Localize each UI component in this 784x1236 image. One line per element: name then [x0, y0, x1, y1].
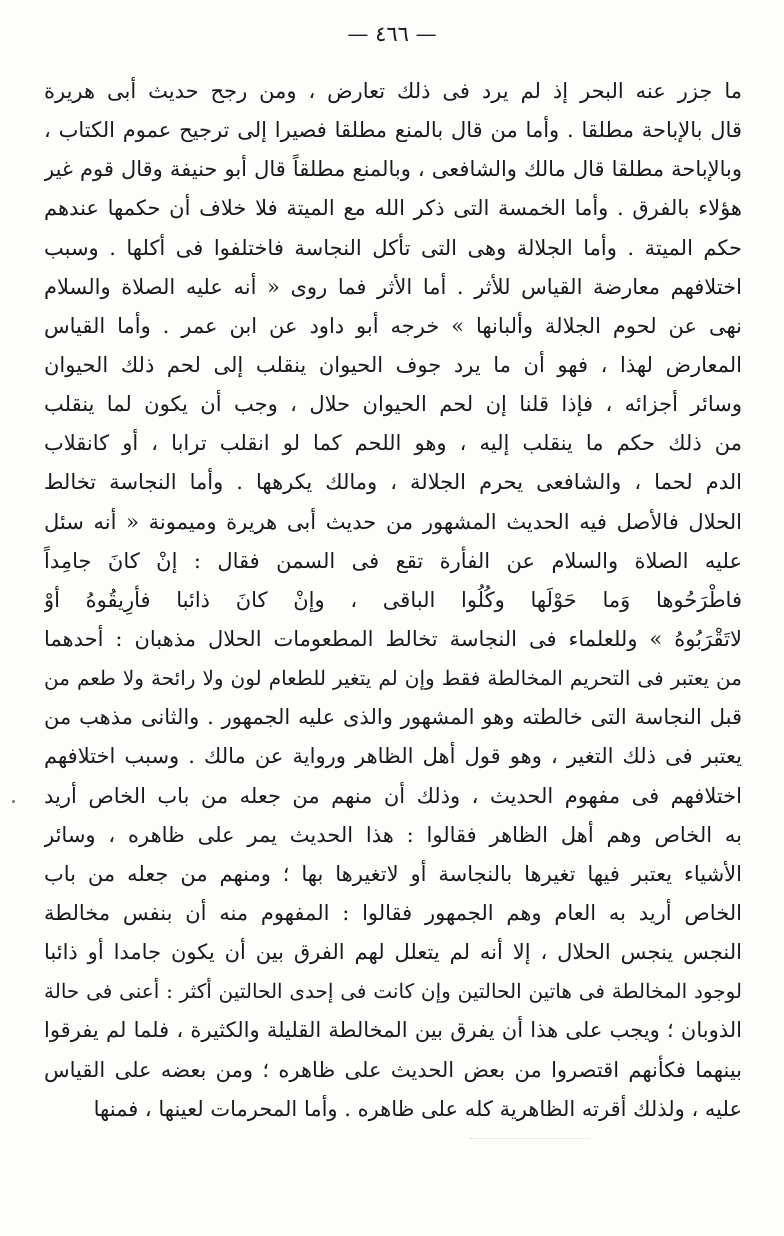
- text-line: النجس ينجس الحلال ، إلا أنه لم يتعلل لهم الفرق بين أن يكون جامدا أو ذائبا: [44, 940, 742, 965]
- body-text: [44, 72, 742, 1129]
- text-line: عليه الصلاة والسلام عن الفأرة تقع فى السمن فقال : إنْ كانَ جامِداً: [44, 548, 742, 573]
- text-line: من يعتبر فى التحريم المخالطة فقط وإن لم يتغير للطعام لون ولا رائحة ولا طعم من: [44, 666, 742, 691]
- text-line: قبل النجاسة التى خالطته وهو المشهور والذى عليه الجمهور . والثانى مذهب من: [44, 705, 742, 730]
- text-line: الدم لحما ، والشافعى يحرم الجلالة ، ومالك يكرهها . وأما النجاسة تخالط: [44, 470, 742, 495]
- text-line: الأشياء يعتبر فيها تغيرها بالنجاسة أو لاتغيرها بها ؛ ومنهم من جعله من باب: [44, 861, 742, 886]
- text-line: وبالإباحة مطلقا قال مالك والشافعى ، وبالمنع مطلقاً قال أبو حنيفة وقال قوم غير: [44, 157, 742, 182]
- text-line: الذوبان ؛ ويجب على هذا أن يفرق بين المخالطة القليلة والكثيرة ، فلما لم يفرقوا: [44, 1018, 742, 1043]
- text-line: يعتبر فى ذلك التغير ، وهو قول أهل الظاهر ورواية عن مالك . وسبب اختلافهم: [44, 744, 742, 769]
- text-line: هؤلاء بالفرق . وأما الخمسة التى ذكر الله مع الميتة فلا خلاف أن حكمها عندهم: [44, 196, 742, 221]
- text-line: الحلال فالأصل فيه الحديث المشهور من حديث أبى هريرة وميمونة « أنه سئل: [44, 509, 742, 534]
- text-line: بينهما فكأنهم اقتصروا من بعض الحديث على ظاهره ؛ ومن بعضه على القياس: [44, 1057, 742, 1082]
- text-line: وسائر أجزائه ، فإذا قلنا إن لحم الحيوان حلال ، وجب أن يكون لما ينقلب: [44, 392, 742, 417]
- faint-footer-mark: [470, 1138, 590, 1153]
- text-line: لاتَقْرَبُوهُ » وللعلماء فى النجاسة تخالط المطعومات الحلال مذهبان : أحدهما: [44, 626, 742, 651]
- text-line: ما جزر عنه البحر إذ لم يرد فى ذلك تعارض ، ومن رجح حديث أبى هريرة: [44, 79, 742, 103]
- text-line: من ذلك حكم ما ينقلب إليه ، وهو اللحم كما لو انقلب ترابا ، أو كانقلاب: [44, 431, 742, 456]
- text-line: قال بالإباحة مطلقا . وأما من قال بالمنع مطلقا فصيرا إلى ترجيح عموم الكتاب ،: [44, 118, 742, 143]
- text-line: لوجود المخالطة فى هاتين الحالتين وإن كانت فى إحدى الحالتين أكثر : أعنى فى حالة: [44, 979, 742, 1004]
- text-line: اختلافهم فى مفهوم الحديث ، وذلك أن منهم من جعله من باب الخاص أريد: [44, 783, 742, 808]
- page-number: — ٤٦٦ —: [347, 22, 437, 46]
- text-line: اختلافهم معارضة القياس للأثر . أما الأثر فما روى « أنه عليه الصلاة والسلام: [44, 274, 742, 299]
- text-line: المعارض لهذا ، فهو أن ما يرد جوف الحيوان ينقلب إلى لحم ذلك الحيوان: [44, 352, 742, 377]
- text-line: فاطْرَحُوها وَما حَوْلَها وكُلُوا الباقى ، وإنْ كانَ ذائبا فأرِيقُوهُ أوْ: [44, 587, 742, 612]
- text-line: حكم الميتة . وأما الجلالة وهى التى تأكل النجاسة فاختلفوا فى أكلها . وسبب: [44, 235, 742, 260]
- text-line: الخاص أريد به العام وهم الجمهور فقالوا : المفهوم منه أن بنفس مخالطة: [44, 900, 742, 925]
- text-line: به الخاص وهم أهل الظاهر فقالوا : هذا الحديث يمر على ظاهره ، وسائر: [44, 822, 742, 847]
- text-line: عليه ، ولذلك أقرته الظاهرية كله على ظاهره . وأما المحرمات لعينها ، فمنها: [93, 1096, 742, 1121]
- margin-speck: [12, 800, 15, 803]
- text-line: نهى عن لحوم الجلالة وألبانها » خرجه أبو داود عن ابن عمر . وأما القياس: [44, 313, 742, 338]
